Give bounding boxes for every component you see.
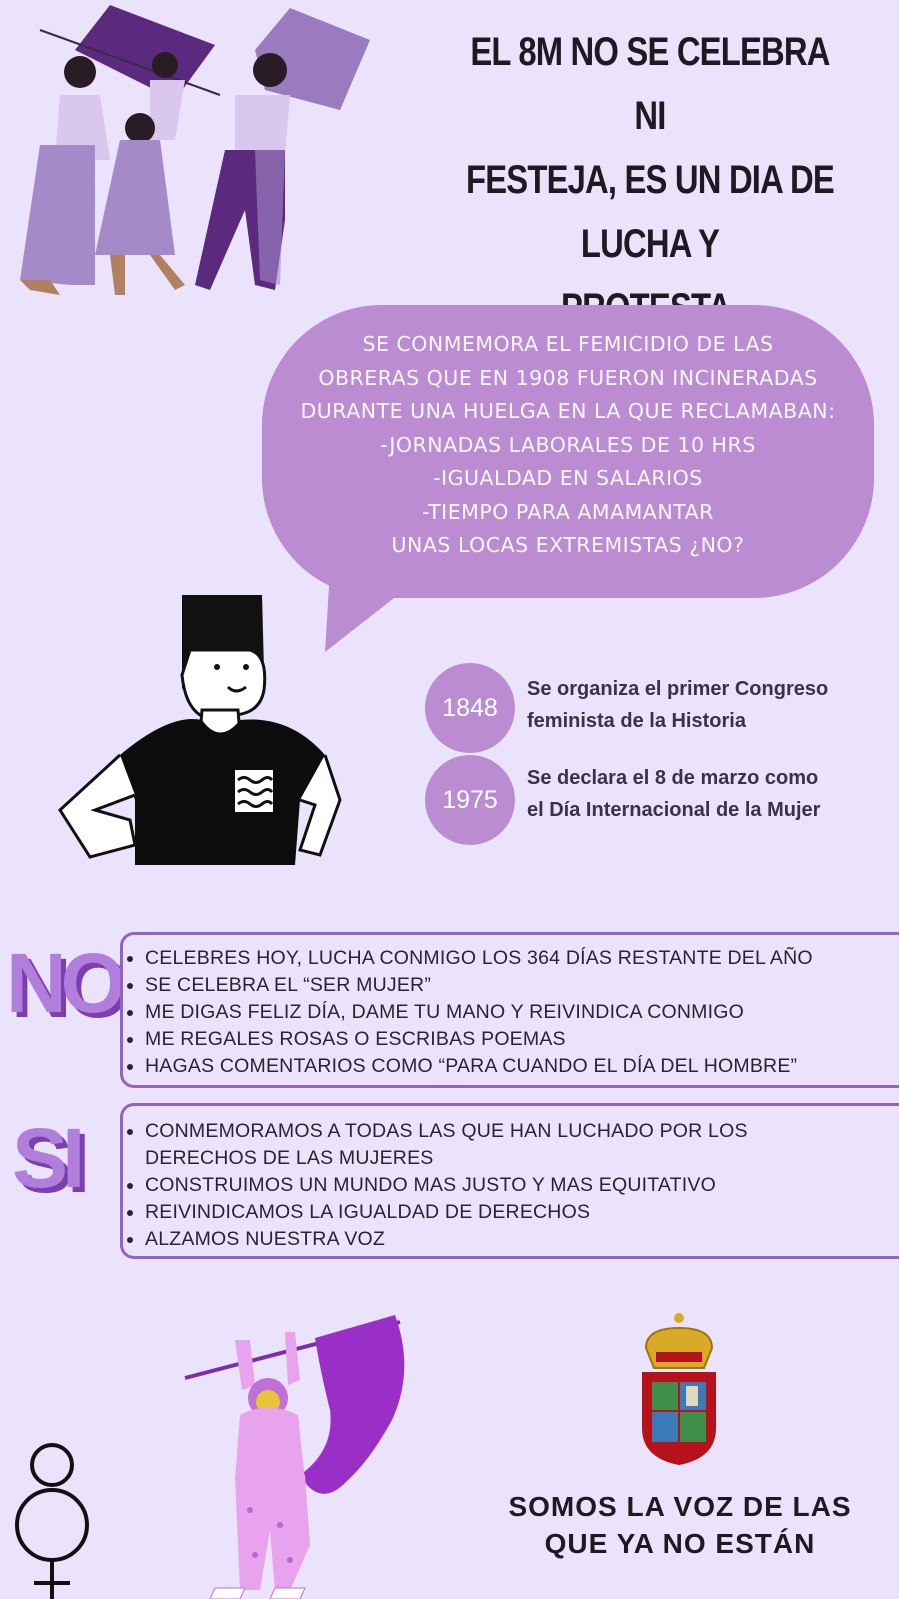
timeline-item — [425, 663, 828, 753]
timeline-description — [527, 762, 820, 826]
women-marching-illustration — [0, 0, 380, 305]
closing-line: QUE YA NO ESTÁN — [544, 1528, 816, 1559]
bubble-line: DURANTE UNA HUELGA EN LA QUE RECLAMABAN: — [300, 399, 836, 423]
title-line: FESTEJA, ES UN DIA DE LUCHA Y — [466, 158, 834, 266]
speech-bubble-text — [262, 328, 874, 563]
bubble-line: OBRERAS QUE EN 1908 FUERON INCINERADAS — [318, 365, 818, 390]
bubble-line: -TIEMPO PARA AMAMANTAR — [422, 499, 714, 524]
timeline-item — [425, 755, 828, 845]
timeline-line: Se organiza el primer Congreso — [527, 678, 829, 700]
list-item: • CONMEMORAMOS A TODAS LAS QUE HAN LUCHADO POR LOS DERECHOS DE LAS MUJERES — [145, 1118, 785, 1172]
timeline-line: feminista de la Historia — [527, 710, 746, 732]
list-item: • CELEBRES HOY, LUCHA CONMIGO LOS 364 DÍAS RESTANTE DEL AÑO — [145, 945, 899, 972]
timeline-line: el Día Internacional de la Mujer — [527, 799, 821, 821]
timeline-line: Se declara el 8 de marzo como — [527, 767, 819, 789]
list-item: • ALZAMOS NUESTRA VOZ — [145, 1226, 899, 1253]
bubble-line: -IGUALDAD EN SALARIOS — [433, 466, 703, 490]
page-title — [453, 20, 847, 340]
female-symbol-icon — [12, 1440, 92, 1599]
coat-of-arms-emblem — [634, 1310, 724, 1470]
list-item: • REIVINDICAMOS LA IGUALDAD DE DERECHOS — [145, 1199, 899, 1226]
bubble-line: UNAS LOCAS EXTREMISTAS ¿NO? — [391, 533, 745, 557]
bubble-line: -JORNADAS LABORALES DE 10 HRS — [380, 432, 756, 457]
year-badge: 1975 — [425, 755, 515, 845]
list-item: • ME REGALES ROSAS O ESCRIBAS POEMAS — [145, 1026, 899, 1053]
list-item: • SE CELEBRA EL “SER MUJER” — [145, 972, 899, 999]
bubble-line: SE CONMEMORA EL FEMICIDIO DE LAS — [362, 332, 774, 356]
closing-line: SOMOS LA VOZ DE LAS — [508, 1491, 852, 1522]
timeline — [425, 663, 828, 845]
list-item: • CONSTRUIMOS UN MUNDO MAS JUSTO Y MAS EQUITATIVO — [145, 1172, 899, 1199]
si-heading: SI — [12, 1111, 80, 1205]
year-badge: 1848 — [425, 663, 515, 753]
list-item: • ME DIGAS FELIZ DÍA, DAME TU MANO Y REIVINDICA CONMIGO — [145, 999, 899, 1026]
timeline-description — [527, 673, 828, 737]
closing-statement — [480, 1488, 880, 1562]
no-heading: NO — [6, 936, 120, 1030]
si-list-box — [120, 1103, 899, 1259]
title-line: EL 8M NO SE CELEBRA NI — [470, 30, 830, 138]
list-item: • HAGAS COMENTARIOS COMO “PARA CUANDO EL DÍA DEL HOMBRE” — [145, 1053, 899, 1080]
woman-with-flag-illustration — [180, 1310, 420, 1599]
man-illustration — [50, 595, 350, 885]
no-list-box — [120, 932, 899, 1088]
